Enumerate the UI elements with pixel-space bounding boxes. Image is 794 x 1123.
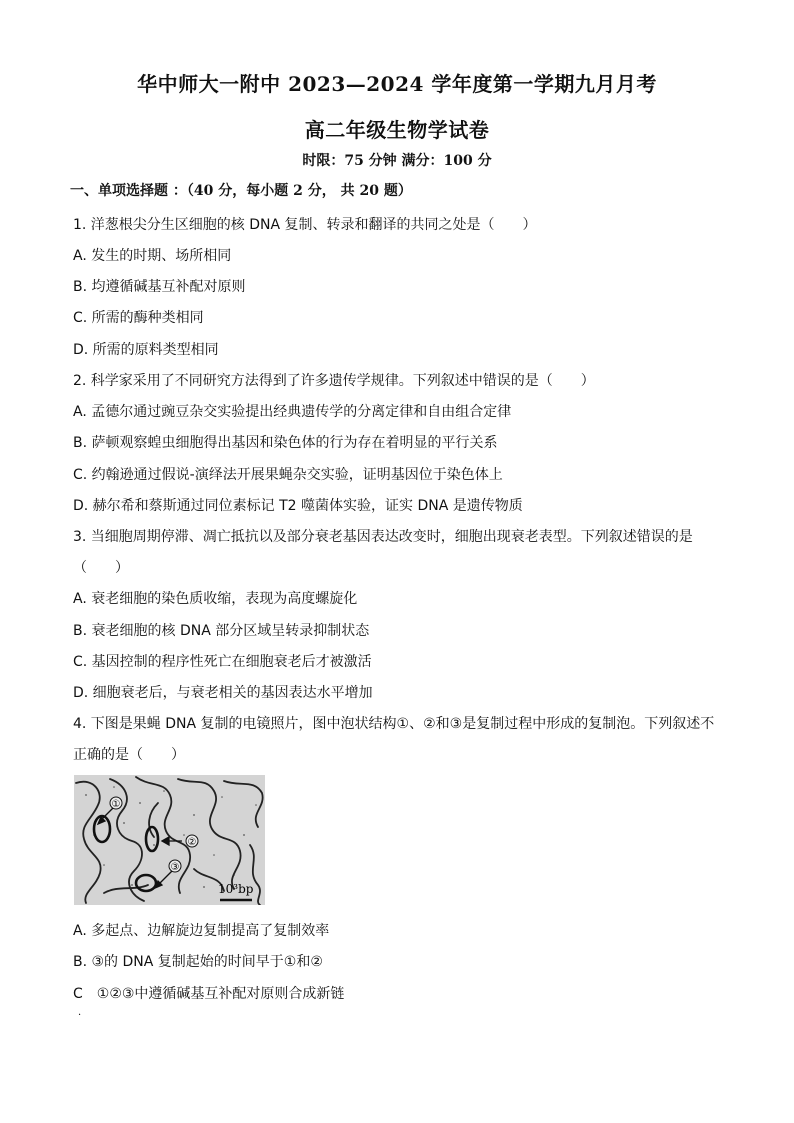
- dna-replication-micrograph: [74, 775, 265, 905]
- exam-title: 华中师大一附中 2023—2024 学年度第一学期九月月考: [137, 72, 657, 96]
- question-4-option-c: C ①②③中遵循碱基互补配对原则合成新链: [73, 986, 345, 1002]
- question-1-option-d: D. 所需的原料类型相同: [73, 342, 219, 358]
- scale-bar-label: 10³bp: [218, 882, 254, 896]
- question-2-option-b: B. 萨顿观察蝗虫细胞得出基因和染色体的行为存在着明显的平行关系: [73, 435, 498, 451]
- label-3: ③: [170, 862, 180, 873]
- question-2-stem: 2. 科学家采用了不同研究方法得到了许多遗传学规律。下列叙述中错误的是（ ）: [73, 373, 595, 389]
- question-3-option-d: D. 细胞衰老后，与衰老相关的基因表达水平增加: [73, 685, 373, 701]
- question-4-stem-continued: 正确的是（ ）: [73, 747, 185, 763]
- question-3-stem-continued: （ ）: [73, 560, 129, 576]
- question-4-option-b: B. ③的 DNA 复制起始的时间早于①和②: [73, 954, 323, 970]
- question-1-option-b: B. 均遵循碱基互补配对原则: [73, 279, 246, 295]
- section-heading: 一、单项选择题 ：（40 分，每小题 2 分， 共 20 题）: [70, 183, 412, 199]
- question-2-option-a: A. 孟德尔通过豌豆杂交实验提出经典遗传学的分离定律和自由组合定律: [73, 404, 512, 420]
- exam-subtitle: 高二年级生物学试卷: [304, 118, 490, 142]
- question-3-option-a: A. 衰老细胞的染色质收缩，表现为高度螺旋化: [73, 591, 358, 607]
- label-1: ①: [111, 799, 121, 810]
- question-1-option-a: A. 发生的时期、场所相同: [73, 248, 232, 264]
- exam-info: 时限：75 分钟 满分：100 分: [302, 153, 492, 169]
- question-2-option-c: C. 约翰逊通过假说-演绎法开展果蝇杂交实验，证明基因位于染色体上: [73, 467, 503, 483]
- question-1-option-c: C. 所需的酶种类相同: [73, 310, 204, 326]
- question-2-option-d: D. 赫尔希和蔡斯通过同位素标记 T2 噬菌体实验，证实 DNA 是遗传物质: [73, 498, 523, 514]
- question-4-stem: 4. 下图是果蝇 DNA 复制的电镜照片，图中泡状结构①、②和③是复制过程中形成的复制泡。下列叙述不: [73, 716, 715, 732]
- stray-mark: ·: [78, 1010, 82, 1021]
- question-1-stem: 1. 洋葱根尖分生区细胞的核 DNA 复制、转录和翻译的共同之处是（ ）: [73, 217, 537, 233]
- question-3-option-b: B. 衰老细胞的核 DNA 部分区域呈转录抑制状态: [73, 623, 370, 639]
- question-3-option-c: C. 基因控制的程序性死亡在细胞衰老后才被激活: [73, 654, 372, 670]
- question-4-option-a: A. 多起点、边解旋边复制提高了复制效率: [73, 923, 330, 939]
- question-3-stem: 3. 当细胞周期停滞、凋亡抵抗以及部分衰老基因表达改变时，细胞出现衰老表型。下列叙述错误的是: [73, 529, 693, 545]
- label-2: ②: [187, 837, 197, 848]
